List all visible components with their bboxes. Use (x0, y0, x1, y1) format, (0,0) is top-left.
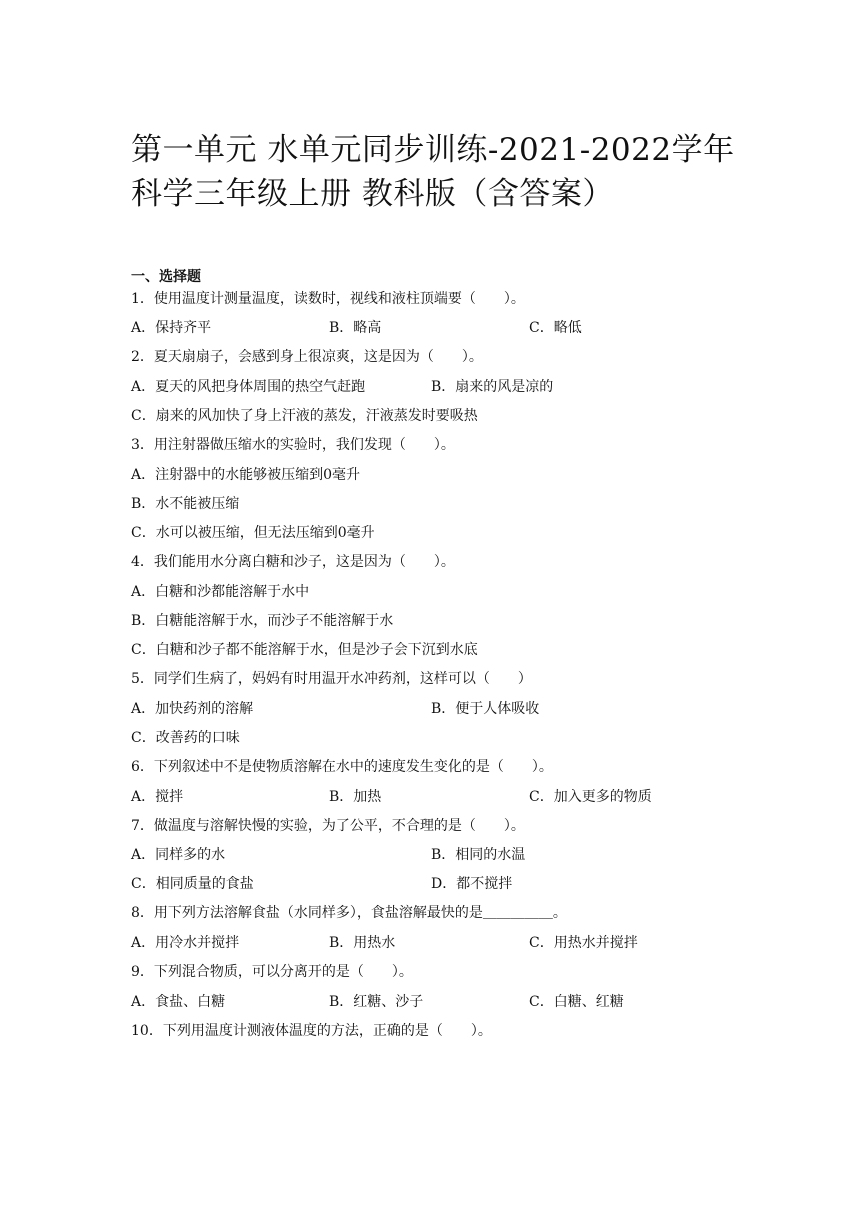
question-9-stem: 9．下列混合物质，可以分离开的是（ ）。 (131, 964, 413, 980)
question-8-option-a: A．用冷水并搅拌 (131, 935, 240, 951)
question-9-option-b: B．红糖、沙子 (329, 994, 424, 1010)
question-4-stem: 4．我们能用水分离白糖和沙子，这是因为（ ）。 (131, 554, 455, 570)
question-5-stem: 5．同学们生病了，妈妈有时用温开水冲药剂，这样可以（ ） (131, 671, 532, 687)
question-9-option-a: A．食盐、白糖 (131, 994, 226, 1010)
question-3-stem: 3．用注射器做压缩水的实验时，我们发现（ ）。 (131, 437, 455, 453)
question-7-option-c: C．相同质量的食盐 (131, 876, 254, 892)
question-8-stem: 8．用下列方法溶解食盐（水同样多），食盐溶解最快的是＿＿＿＿＿。 (131, 905, 567, 921)
question-2-stem: 2．夏天扇扇子，会感到身上很凉爽，这是因为（ ）。 (131, 349, 483, 365)
question-10-stem: 10．下列用温度计测液体温度的方法，正确的是（ ）。 (131, 1023, 492, 1039)
document-title: 第一单元 水单元同步训练-2021-2022学年科学三年级上册 教科版（含答案） (131, 132, 735, 212)
question-3-option-a: A．注射器中的水能够被压缩到0毫升 (131, 467, 361, 483)
question-5-option-c: C．改善药的口味 (131, 730, 240, 746)
question-7-option-d: D．都不搅拌 (431, 876, 513, 892)
question-2-option-c: C．扇来的风加快了身上汗液的蒸发，汗液蒸发时要吸热 (131, 408, 478, 424)
question-6-option-b: B．加热 (329, 789, 382, 805)
question-2-option-a: A．夏天的风把身体周围的热空气赶跑 (131, 379, 366, 395)
question-4-option-b: B．白糖能溶解于水，而沙子不能溶解于水 (131, 613, 394, 629)
question-7-option-a: A．同样多的水 (131, 847, 226, 863)
question-3-option-c: C．水可以被压缩，但无法压缩到0毫升 (131, 525, 375, 541)
question-4-option-c: C．白糖和沙子都不能溶解于水，但是沙子会下沉到水底 (131, 642, 478, 658)
question-6-stem: 6．下列叙述中不是使物质溶解在水中的速度发生变化的是（ ）。 (131, 759, 553, 775)
question-7-stem: 7．做温度与溶解快慢的实验，为了公平，不合理的是（ ）。 (131, 818, 525, 834)
question-8-option-c: C．用热水并搅拌 (529, 935, 638, 951)
question-1-option-a: A．保持齐平 (131, 320, 212, 336)
question-6-option-c: C．加入更多的物质 (529, 789, 652, 805)
section-heading: 一、选择题 (131, 269, 201, 285)
question-1-option-c: C．略低 (529, 320, 582, 336)
question-8-option-b: B．用热水 (329, 935, 396, 951)
question-1-stem: 1．使用温度计测量温度，读数时，视线和液柱顶端要（ ）。 (131, 291, 525, 307)
question-7-option-b: B．相同的水温 (431, 847, 526, 863)
question-6-option-a: A．搅拌 (131, 789, 184, 805)
question-2-option-b: B．扇来的风是凉的 (431, 379, 554, 395)
question-5-option-a: A．加快药剂的溶解 (131, 701, 254, 717)
question-1-option-b: B．略高 (329, 320, 382, 336)
question-3-option-b: B．水不能被压缩 (131, 496, 240, 512)
question-9-option-c: C．白糖、红糖 (529, 994, 624, 1010)
question-4-option-a: A．白糖和沙都能溶解于水中 (131, 584, 310, 600)
question-5-option-b: B．便于人体吸收 (431, 701, 540, 717)
